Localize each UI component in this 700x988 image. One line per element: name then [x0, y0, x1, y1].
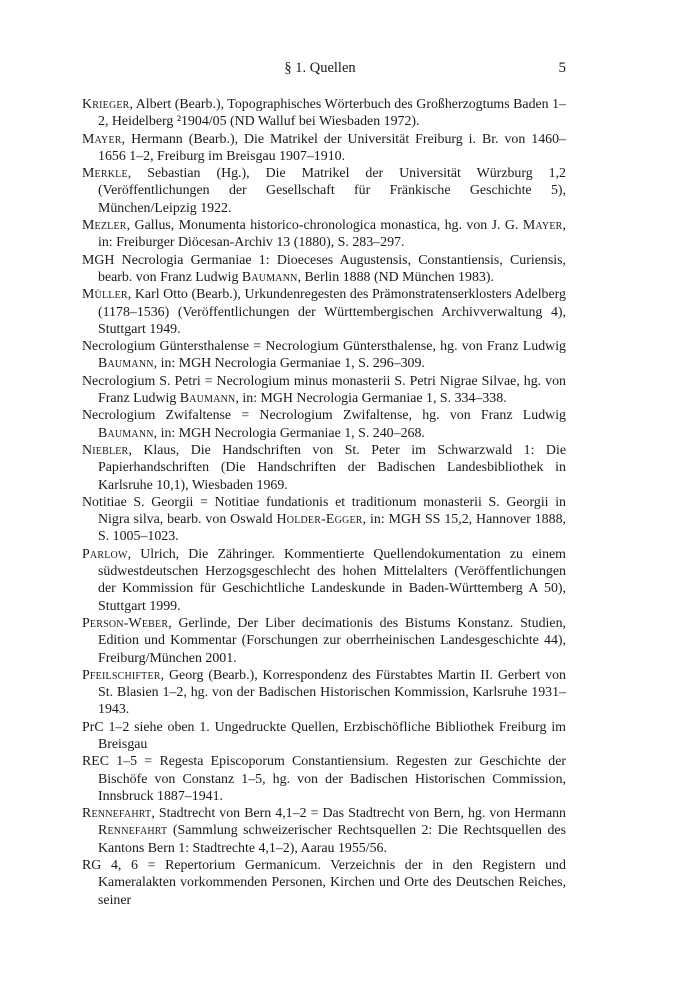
entry-text: , Gerlinde, Der Liber decimationis des Bistums Konstanz. Studien, Edition und Kommentar (Forschungen zur oberrheinischen Landesgeschichte 44), Freiburg/München 2001.	[98, 615, 566, 666]
entry-text-continued: (Sammlung schweizerischer Rechtsquellen 2: Die Rechtsquellen des Kantons Bern 1: Stadtrechte 4,1–2), Aarau 1955/56.	[98, 823, 566, 856]
entry-text: , Gallus, Monumenta historico-chronologica monastica, hg. von J. G.	[126, 218, 523, 234]
entry-text: Notitiae S. Georgii = Notitiae fundationis et traditionum monasterii S. Georgii in Nigra silva, bearb. von Oswald	[82, 494, 566, 528]
bibliography-entry	[82, 494, 566, 546]
entry-author: Müller	[82, 287, 128, 303]
page-number: 5	[558, 60, 566, 76]
entry-text-continued: , in: Freiburger Diöcesan-Archiv 13 (1880), S. 283–297.	[98, 218, 566, 251]
entry-author: Person-Weber	[82, 615, 169, 631]
bibliography-entry	[82, 805, 566, 857]
entry-author: Rennefahrt	[82, 806, 152, 822]
bibliography-entry	[82, 615, 566, 667]
bibliography-entry	[82, 719, 566, 754]
entry-text-continued: , in: MGH Necrologia Germaniae 1, S. 296–309.	[153, 356, 425, 372]
entry-author: Niebler	[82, 442, 129, 458]
entry-text: REC 1–5 = Regesta Episcoporum Constantiensium. Regesten zur Geschichte der Bischöfe von Constanz 1–5, hg. von der Badischen Historischen Commission, Innsbruck 1887–1941.	[82, 754, 566, 804]
running-head-title: § 1. Quellen	[284, 60, 356, 76]
entry-author: Mezler	[82, 218, 127, 234]
entry-author: Merkle	[82, 166, 128, 182]
entry-text: , Albert (Bearb.), Topographisches Wörterbuch des Großherzogtums Baden 1–2, Heidelberg ²1904/05 (ND Walluf bei Wiesbaden 1972).	[98, 97, 566, 130]
entry-text: , Stadtrecht von Bern 4,1–2 = Das Stadtrecht von Bern, hg. von Hermann	[151, 806, 566, 822]
entry-editor-name: Baumann	[98, 425, 154, 441]
bibliography-entry	[82, 753, 566, 805]
bibliography-entry	[82, 667, 566, 719]
entry-text-continued: , in: MGH SS 15,2, Hannover 1888, S. 1005–1023.	[98, 512, 566, 545]
entry-editor-name: Baumann	[98, 356, 154, 372]
entry-text: , Karl Otto (Bearb.), Urkundenregesten des Prämonstratenserklosters Adelberg (1178–1536) (Veröffentlichungen der Württembergischen Archivverwaltung 4), Stuttgart 1949.	[98, 287, 566, 337]
entry-text-continued: , Berlin 1888 (ND München 1983).	[297, 269, 494, 285]
entry-text: , Georg (Bearb.), Korrespondenz des Fürstabtes Martin II. Gerbert von St. Blasien 1–2, hg. von der Badischen Historischen Kommission, Karlsruhe 1931–1943.	[98, 667, 566, 718]
bibliography-entry	[82, 252, 566, 287]
bibliography-entry	[82, 546, 566, 615]
entry-editor-name: Rennefahrt	[98, 823, 168, 839]
entry-text: Necrologium Zwifaltense = Necrologium Zwifaltense, hg. von Franz Ludwig	[82, 408, 566, 424]
bibliography-entry	[82, 165, 566, 217]
bibliography-entry	[82, 286, 566, 338]
entry-text: MGH Necrologia Germaniae 1: Dioeceses Augustensis, Constantiensis, Curiensis, bearb. von Franz Ludwig	[82, 252, 566, 285]
bibliography-entry	[82, 373, 566, 408]
entry-author: Mayer	[82, 131, 122, 147]
entry-text: Necrologium S. Petri = Necrologium minus monasterii S. Petri Nigrae Silvae, hg. von Franz Ludwig	[82, 373, 566, 407]
entry-text: RG 4, 6 = Repertorium Germanicum. Verzeichnis der in den Registern und Kameralakten vorkommenden Personen, Kirchen und Orte des Deutschen Reiches, seiner	[82, 858, 566, 908]
running-head	[0, 60, 700, 80]
bibliography-entry	[82, 857, 566, 909]
entry-text: Necrologium Güntersthalense = Necrologium Güntersthalense, hg. von Franz Ludwig	[82, 339, 566, 355]
entry-text: , Klaus, Die Handschriften von St. Peter im Schwarzwald 1: Die Papierhandschriften (Die Handschriften der Badischen Landesbibliothek in Karlsruhe 10,1), Wiesbaden 1969.	[98, 442, 566, 493]
entry-author: Krieger	[82, 97, 130, 112]
entry-text-continued: , in: MGH Necrologia Germaniae 1, S. 334–338.	[235, 391, 507, 407]
bibliography-entry	[82, 338, 566, 373]
bibliography-entry	[82, 442, 566, 494]
bibliography-entry	[82, 96, 566, 131]
entry-text: , Ulrich, Die Zähringer. Kommentierte Quellendokumentation zu einem südwestdeutschen Herzogsgeschlecht des hohen Mittelalters (Veröffentlichungen der Kommission für Geschichtliche Landeskunde in Baden-Württemberg A 50), Stuttgart 1999.	[98, 546, 566, 614]
entry-editor-name: Holder-Egger	[276, 512, 363, 528]
entry-editor-name: Baumann	[179, 391, 236, 407]
entry-text-continued: , in: MGH Necrologia Germaniae 1, S. 240–268.	[153, 425, 425, 441]
entry-text: , Sebastian (Hg.), Die Matrikel der Universität Würzburg 1,2 (Veröffentlichungen der Gesellschaft für Fränkische Geschichte 5), München/Leipzig 1922.	[98, 166, 566, 216]
bibliography-entry	[82, 131, 566, 166]
entry-text: PrC 1–2 siehe oben 1. Ungedruckte Quellen, Erzbischöfliche Bibliothek Freiburg im Breisgau	[82, 719, 566, 752]
bibliography-entry	[82, 407, 566, 442]
entry-author: Parlow	[82, 546, 128, 562]
bibliography-list	[82, 96, 566, 909]
entry-editor-name: Mayer	[522, 218, 563, 234]
entry-author: Pfeilschifter	[82, 667, 161, 683]
bibliography-entry	[82, 217, 566, 252]
entry-text: , Hermann (Bearb.), Die Matrikel der Universität Freiburg i. Br. von 1460–1656 1–2, Freiburg im Breisgau 1907–1910.	[98, 131, 566, 164]
entry-editor-name: Baumann	[241, 269, 298, 285]
